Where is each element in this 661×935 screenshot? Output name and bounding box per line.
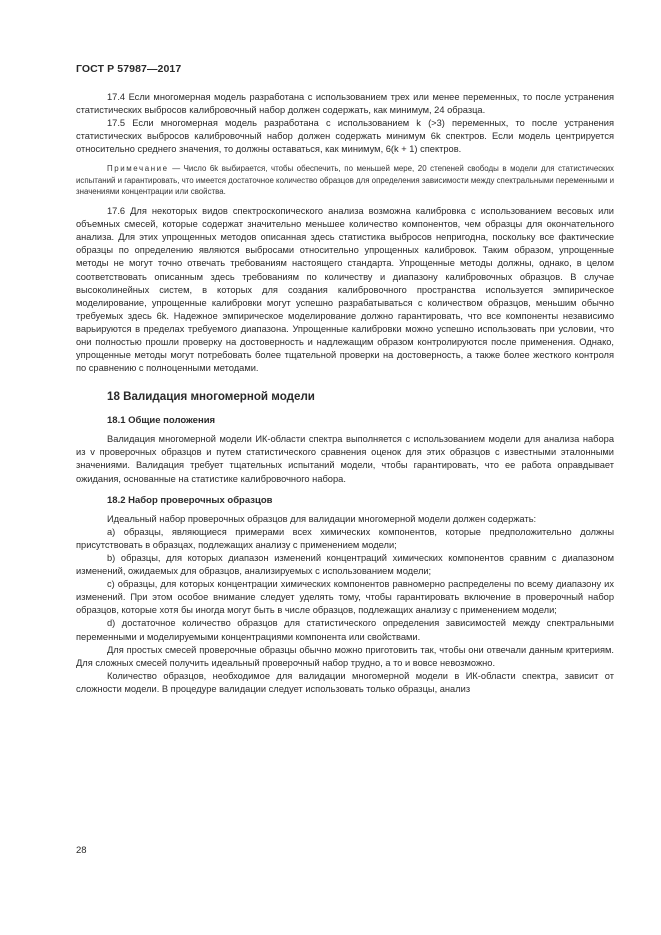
paragraph-17-6: 17.6 Для некоторых видов спектроскопического анализа возможна калибровка с использованием весовых или объемных смесей, которые содержат значительно меньшее количество компонентов, чем образцы для окончательного анализа. Для этих упрощенных методов описанная здесь статистика выбросов непригодна, поскольку все фактические образцы по определению являются выбросами относительно упрощенных калибровок. Таким образом, упрощенные методы не могут точно отвечать требованиям настоящего стандарта. Упрощенные методы должны, однако, в целом соответствовать описанным здесь требованиям по количеству и диапазону калибровочных образцов. В случае высоколинейных систем, в которых для создания калибровочного пространства используется эмпирическое моделирование, упрощенные калибровки могут успешно разрабатываться с количеством образцов, меньшим обычно требуемых здесь 6k. Надежное эмпирическое моделирование должно гарантировать, что все компоненты независимо варьируются в пределах требуемого диапазона. Упрощенные калибровки можно успешно использовать при условии, что они полностью прошли проверку на достоверность и надлежащим образом контролируются после применения. Однако, упрощенные методы могут потребовать более тщательной проверки на достоверность, а также более жесткого контроля по сравнению с полноценными методами. <box>76 206 614 374</box>
note-17-5 <box>76 163 614 197</box>
note-label: Примечание <box>107 164 169 174</box>
page-body <box>76 91 614 696</box>
paragraph-18-1: Валидация многомерной модели ИК-области спектра выполняется с использованием модели для анализа набора из v проверочных образцов и путем статистического сравнения оценок для этих образцов с известными эталонными значениями. Валидация требует тщательных испытаний модели, чтобы гарантировать, что ее работа оправдывает ожидания, основанные на статистике калибровочного набора. <box>76 434 614 484</box>
paragraph-17-5: 17.5 Если многомерная модель разработана с использованием k (>3) переменных, то после устранения статистических выбросов калибровочный набор должен содержать минимум 6k спектров. Если модель центрируется относительно среднего значения, то должны оставаться, как минимум, 6(k + 1) спектров. <box>76 118 614 155</box>
note-text: — Число 6k выбирается, чтобы обеспечить, по меньшей мере, 20 степеней свободы в модели для статистических испытаний и гарантировать, что имеется достаточное количество образцов для определения зависимости между спектральными переменными и значениями концентрации или свойства. <box>76 164 614 196</box>
paragraph-simple-mixtures: Для простых смесей проверочные образцы обычно можно приготовить так, чтобы они отвечали данным критериям. Для сложных смесей получить идеальный проверочный набор трудно, а то и вовсе невозможно. <box>76 644 614 668</box>
paragraph-18-2-intro: Идеальный набор проверочных образцов для валидации многомерной модели должен содержать: <box>107 513 537 524</box>
section-18-title: 18 Валидация многомерной модели <box>107 390 315 404</box>
list-item-d: d) достаточное количество образцов для статистического определения зависимостей между спектральными переменными и моделируемыми концентрациями компонента или свойствами. <box>76 618 614 642</box>
list-item-b: b) образцы, для которых диапазон изменений концентраций химических компонентов сравним с диапазоном изменений, ожидаемых для образцов, анализируемых с использованием модели; <box>76 552 614 577</box>
document-header: ГОСТ Р 57987—2017 <box>76 63 182 75</box>
page-number: 28 <box>76 845 87 856</box>
list-item-a: a) образцы, являющиеся примерами всех химических компонентов, которые предположительно должны присутствовать в образцах, подлежащих анализу с применением модели; <box>76 526 614 550</box>
list-item-c: c) образцы, для которых концентрации химических компонентов равномерно распределены по всему диапазону их изменений. При этом особое внимание следует уделять тому, чтобы гарантировать включение в проверочный набор образцов, которые хотя бы иногда могут быть в числе образцов, подлежащих анализу с применением модели; <box>76 579 614 616</box>
paragraph-sample-count: Количество образцов, необходимое для валидации многомерной модели в ИК-области спектра, зависит от сложности модели. В процедуре валидации следует использовать только образцы, анализ <box>76 670 614 694</box>
paragraph-17-4: 17.4 Если многомерная модель разработана с использованием трех или менее переменных, то после устранения статистических выбросов калибровочный набор должен содержать, как минимум, 24 образца. <box>76 92 614 116</box>
section-18-2-title: 18.2 Набор проверочных образцов <box>107 494 273 506</box>
section-18-1-title: 18.1 Общие положения <box>107 415 216 427</box>
